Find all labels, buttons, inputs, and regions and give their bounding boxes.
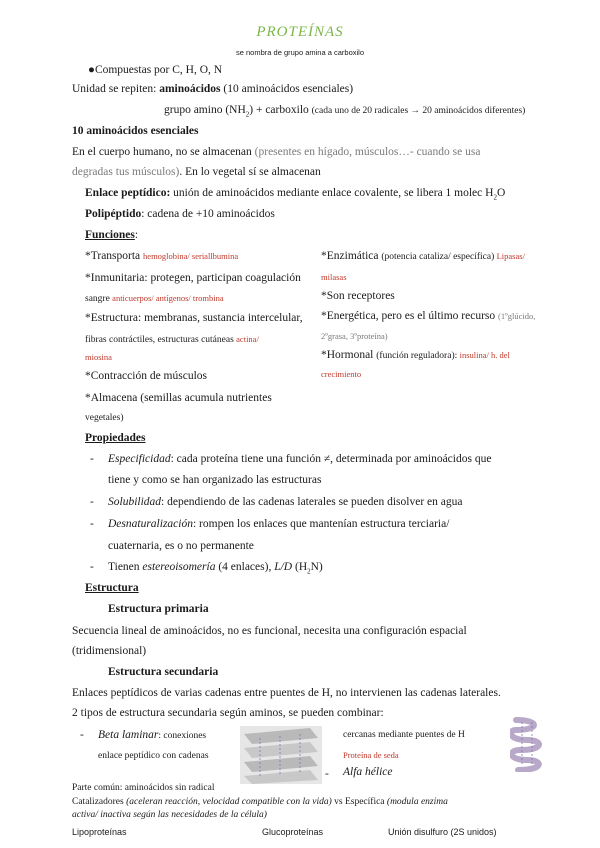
cuerpo-line-2: degradas tus músculos). En lo vegetal sí se almacenan [72,166,321,178]
grupo-line: grupo amino $(NH_2)$ + carboxilo (cada uno de 20 radicales → 20 aminoácidos diferentes) [164,104,526,119]
func-receptores: *Son receptores [321,290,395,302]
func-inmunitaria-1: *Inmunitaria: protegen, participan coagulación [85,272,301,284]
beta-right-2: Proteína de seda [343,750,399,760]
page-title: PROTEÍNAS [256,24,344,40]
prop-dash-4: - [90,561,94,573]
func-enzimatica: *Enzimática (potencia cataliza/ específica) Lipasas/ [321,250,525,262]
secundaria-heading: Estructura secundaria [108,666,219,678]
beta-laminar: Beta laminar: conexiones [98,729,207,741]
func-contraccion: *Contracción de músculos [85,370,208,382]
prop-especificidad-2: tiene y como se han organizado las estructuras [108,474,322,486]
prop-dash-3: - [90,518,94,530]
subtitle: se nombra de grupo amina a carboxilo [236,48,364,57]
prop-dash-2: - [90,496,94,508]
beta-laminar-2: enlace peptídico con cadenas [98,751,209,761]
polipeptido-line: Polipéptido: cadena de +10 aminoácidos [85,208,275,220]
beta-dash: - [80,729,84,741]
primaria-heading: Estructura primaria [108,603,209,615]
enlace-line: Enlace peptídico: unión de aminoácidos mediante enlace covalente, se libera 1 molec $H_2O$ [85,187,506,202]
beta-right-1: cercanas mediante puentes de H [343,730,465,740]
func-almacena-1: *Almacena (semillas acumula nutrientes [85,392,272,404]
alpha-helix-diagram-icon [510,716,544,772]
alfa-dash: - [325,768,329,780]
func-hormonal: *Hormonal (función reguladora): insulina/ h. del [321,349,510,361]
prop-solubilidad: Solubilidad: dependiendo de las cadenas laterales se pueden disolver en agua [108,496,463,508]
func-estructura-3: miosina [85,352,112,362]
prop-dash-1: - [90,453,94,465]
footer-glucoproteinas: Glucoproteínas [262,827,324,837]
alfa-helice: Alfa hélice [343,766,393,778]
cuerpo-line-1: En el cuerpo humano, no se almacenan (presentes en hígado, músculos…- cuando se usa [72,146,481,158]
func-estructura-1: *Estructura: membranas, sustancia intercelular, [85,312,303,324]
func-almacena-2: vegetales) [85,413,124,423]
func-enzimatica-2: milasas [321,272,347,282]
prop-especificidad: Especificidad: cada proteína tiene una función ≠, determinada por aminoácidos que [108,453,492,465]
prop-estereoisomeria: Tienen estereoisomería (4 enlaces), L/D $(H_2N)$ [108,561,323,576]
primaria-line-2: (tridimensional) [72,645,147,657]
bullet-compuestas: ●Compuestas por C, H, O, N [88,64,223,76]
prop-desnaturalizacion-2: cuaternaria, es o no permanente [108,540,254,552]
catalizadores-line-1: Catalizadores (aceleran reacción, velocidad compatible con la vida) vs Específica (modula enzima [72,797,448,807]
func-transporta: *Transporta hemoglobina/ seriallbumina [85,250,239,262]
catalizadores-line-2: activa/ inactiva según las necesidades de la célula) [72,810,267,820]
secundaria-line-1: Enlaces peptídicos de varias cadenas entre puentes de H, no intervienen las cadenas laterales. [72,687,501,699]
func-inmunitaria-2: sangre anticuerpos/ antígenos/ trombina [85,293,224,304]
prop-desnaturalizacion: Desnaturalización: rompen los enlaces que mantenían estructura terciaria/ [108,518,450,530]
propiedades-heading: Propiedades [85,432,146,444]
func-hormonal-2: crecimiento [321,369,362,379]
primaria-line-1: Secuencia lineal de aminoácidos, no es funcional, necesita una configuración espacial [72,625,467,637]
estructura-heading: Estructura [85,582,139,594]
func-estructura-2: fibras contráctiles, estructuras cutáneas actina/ [85,334,259,345]
secundaria-line-2: 2 tipos de estructura secundaria según aminos, se pueden combinar: [72,707,384,719]
func-energetica: *Energética, pero es el último recurso (1ºglúcido, [321,310,536,322]
footer-union-disulfuro: Unión disulfuro (2S unidos) [388,827,497,837]
parte-comun: Parte común: aminoácidos sin radical [72,783,215,793]
unidad-line: Unidad se repiten: aminoácidos (10 aminoácidos esenciales) [72,83,354,95]
footer-lipoproteinas: Lipoproteínas [72,827,127,837]
func-energetica-2: 2ºgrasa, 3ºproteína) [321,331,388,341]
beta-sheet-diagram-icon [240,726,322,784]
funciones-heading: Funciones: [85,229,139,241]
esenciales-heading: 10 aminoácidos esenciales [72,125,199,137]
